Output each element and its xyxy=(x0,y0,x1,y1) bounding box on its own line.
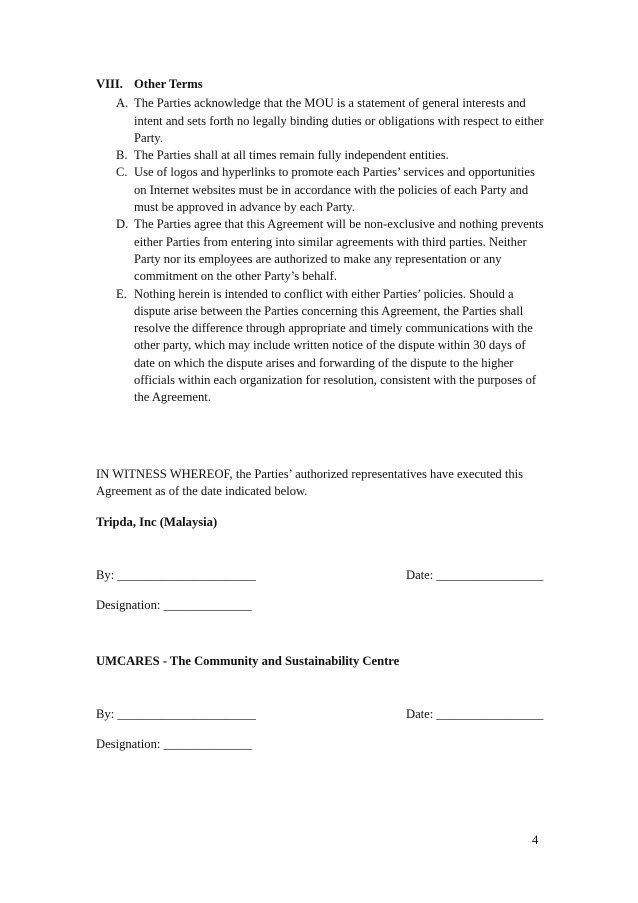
item-letter: B. xyxy=(116,148,128,163)
item-text: The Parties acknowledge that the MOU is a statement of general interests and intent and sets forth no legally binding duties or obligations with respect to either Party. xyxy=(134,96,544,145)
section-number: VIII. xyxy=(96,77,123,91)
designation-line: Designation: ______________ xyxy=(96,598,252,612)
signature-by-line: By: ______________________ xyxy=(96,707,256,721)
section-heading xyxy=(96,76,546,93)
section-other-terms xyxy=(96,76,546,407)
signature-date-line: Date: _________________ xyxy=(406,568,544,582)
section-title: Other Terms xyxy=(134,77,203,91)
item-letter: C. xyxy=(116,165,128,180)
designation-line: Designation: ______________ xyxy=(96,737,252,751)
list-item-b xyxy=(116,147,546,164)
item-letter: D. xyxy=(116,217,129,232)
item-text: The Parties shall at all times remain fully independent entities. xyxy=(134,148,449,163)
org-name-umcares: UMCARES - The Community and Sustainability Centre xyxy=(96,654,400,668)
witness-clause: IN WITNESS WHEREOF, the Parties’ authorized representatives have executed this Agreement as of the date indicated below. xyxy=(96,467,524,499)
item-letter: A. xyxy=(116,96,129,111)
page-number: 4 xyxy=(532,833,539,847)
list-item-c xyxy=(116,164,546,216)
org-name-tripda: Tripda, Inc (Malaysia) xyxy=(96,515,218,529)
item-text: The Parties agree that this Agreement will be non-exclusive and nothing prevents either Parties from entering into similar agreements with third parties. Neither Party nor its employees are authorized to make any representation or any commitment on the other Party’s behalf. xyxy=(134,217,544,284)
signature-date-line: Date: _________________ xyxy=(406,707,544,721)
list-item-d xyxy=(116,216,546,285)
list-item-e xyxy=(116,286,546,407)
list-item-a xyxy=(116,95,546,147)
item-letter: E. xyxy=(116,286,127,301)
item-text: Nothing herein is intended to conflict with either Parties’ policies. Should a dispute arise between the Parties concerning this Agreement, the Parties shall resolve the difference through appropriate and timely communications with the other party, which may include written notice of the dispute within 30 days of date on which the dispute arises and forwarding of the dispute to the higher officials within each organization for resolution, consistent with the purposes of the Agreement. xyxy=(134,286,537,405)
item-text: Use of logos and hyperlinks to promote each Parties’ services and opportunities on Internet websites must be in accordance with the policies of each Party and must be approved in advance by each Party. xyxy=(134,165,535,215)
signature-by-line: By: ______________________ xyxy=(96,568,256,582)
